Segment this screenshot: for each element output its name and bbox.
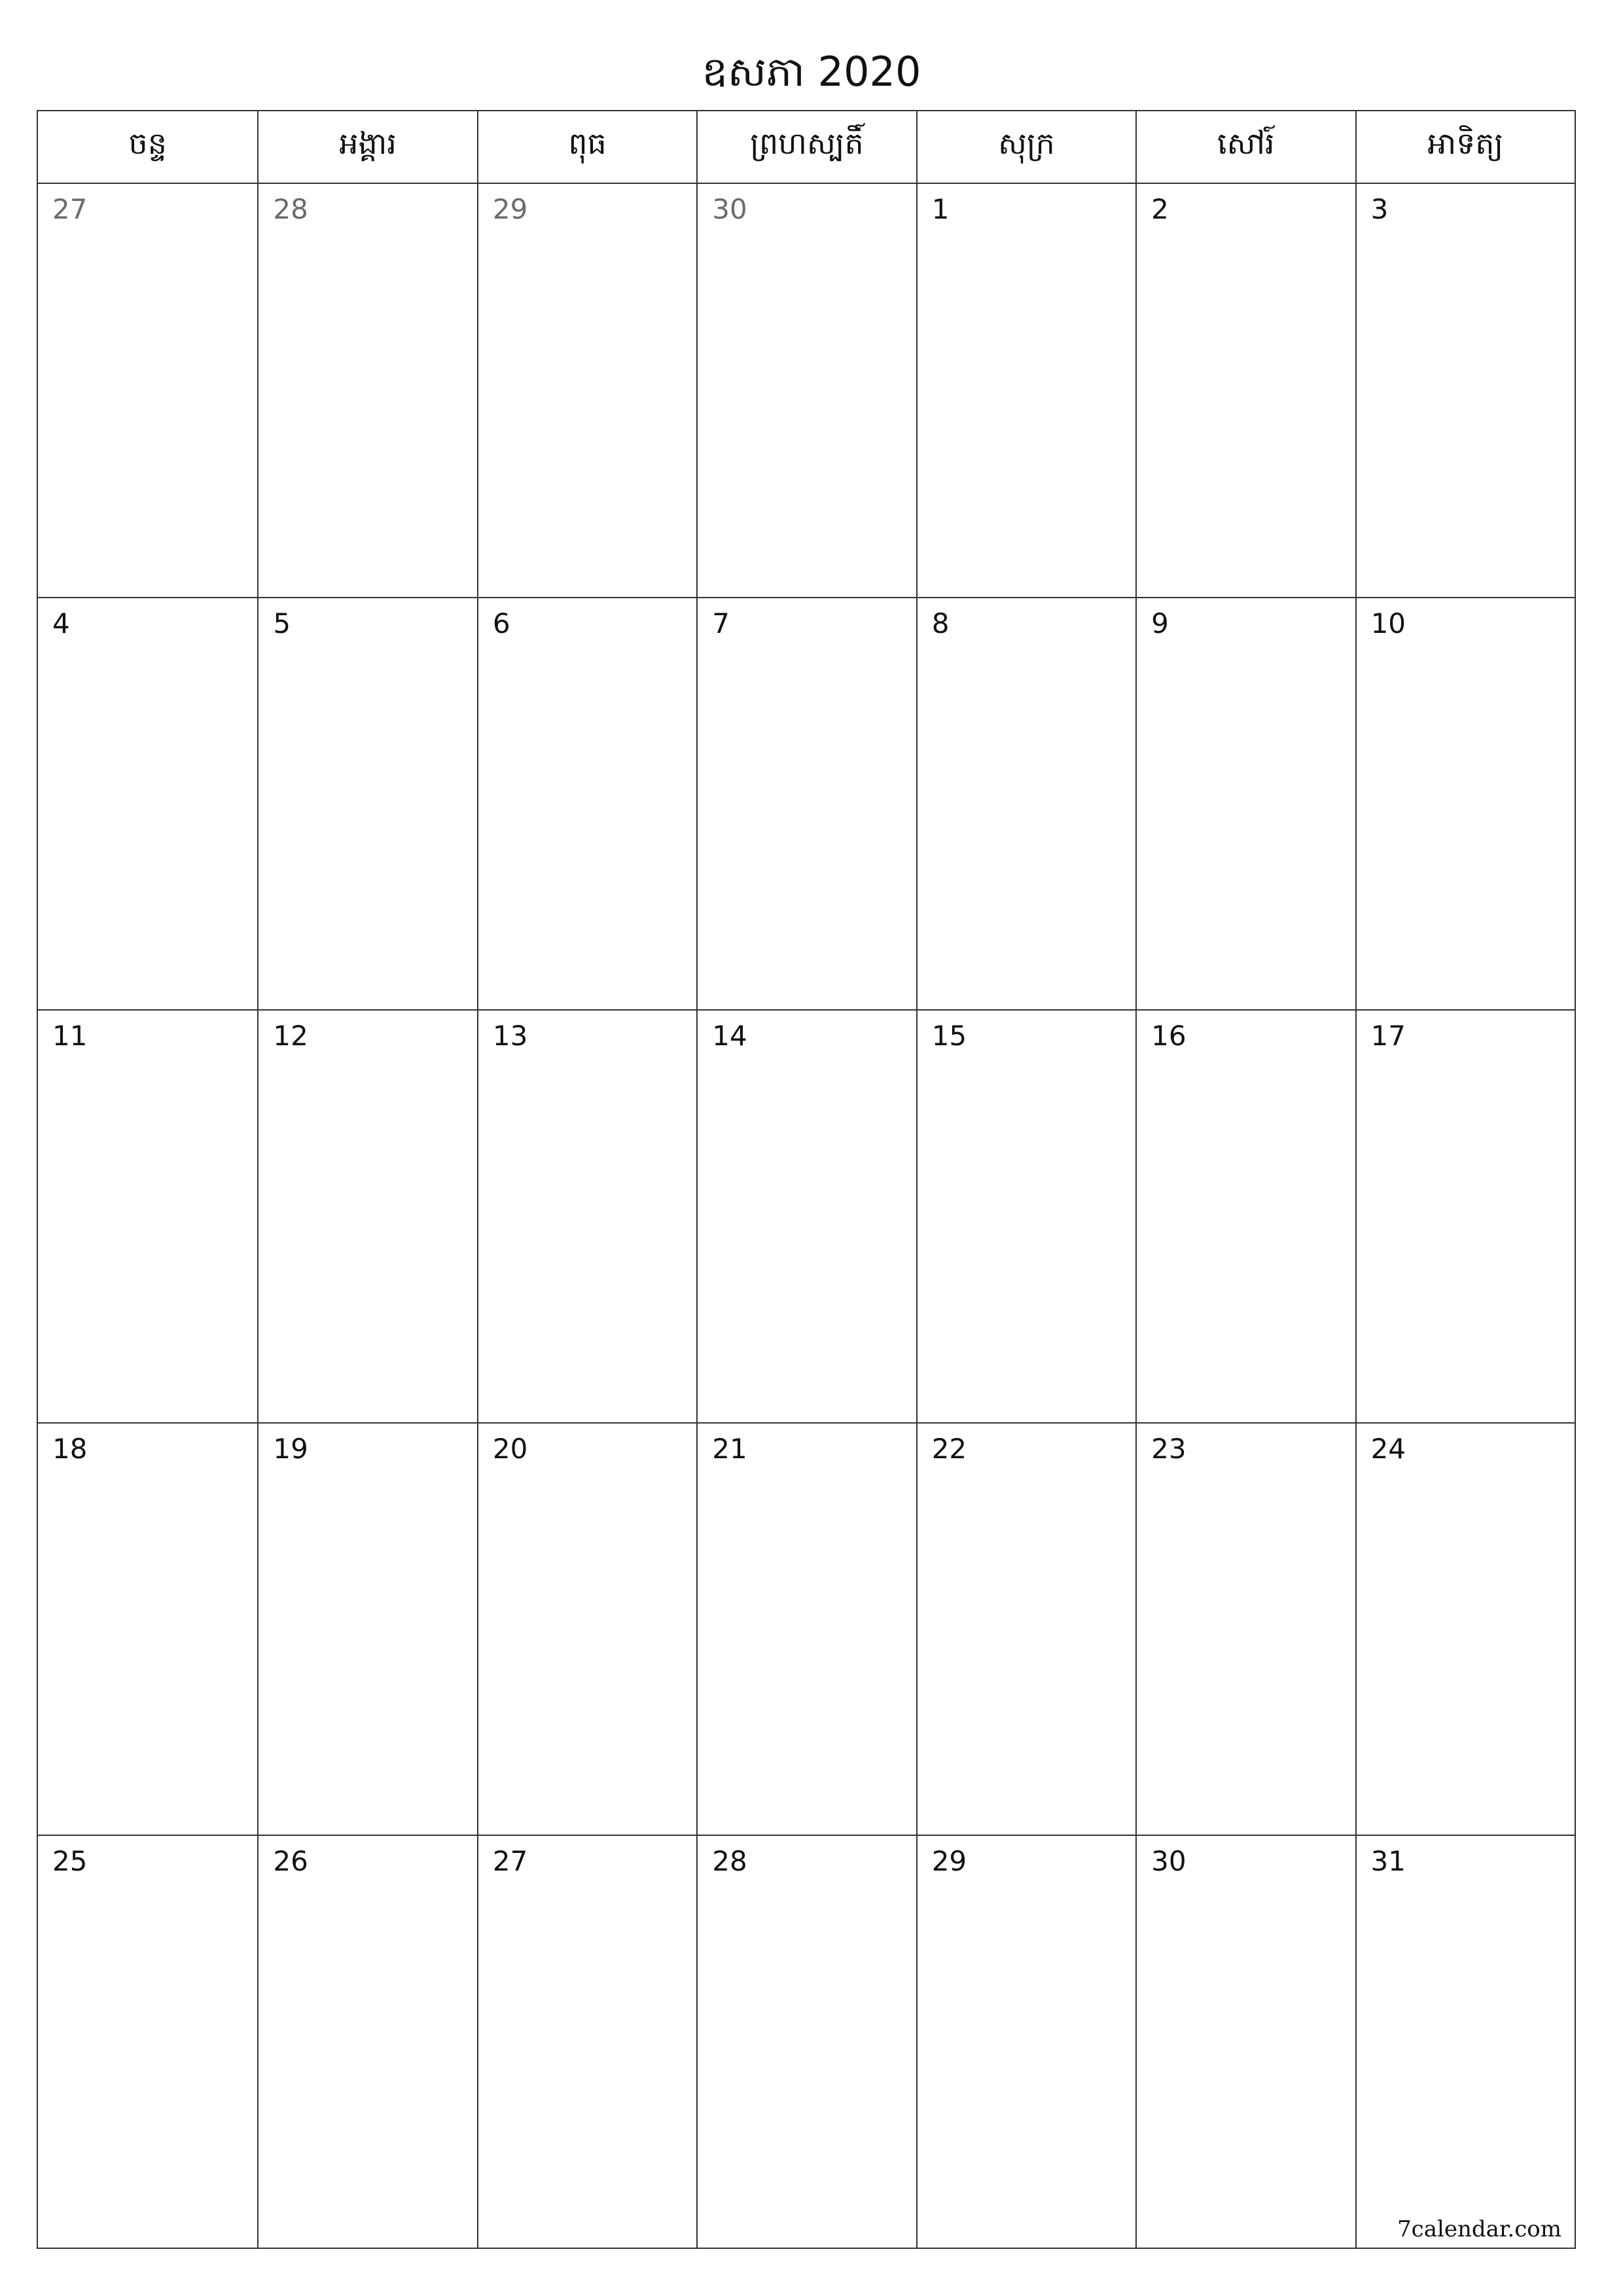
weekday-header: សៅរ៍ [1135,111,1355,183]
day-cell[interactable] [1355,1424,1575,1835]
day-cell[interactable] [38,1011,257,1422]
day-number: 12 [273,1020,308,1052]
day-cell[interactable] [477,598,696,1010]
day-cell[interactable] [477,1836,696,2248]
day-cell[interactable] [257,598,476,1010]
day-cell[interactable] [38,1836,257,2248]
day-number: 9 [1151,607,1169,639]
day-number: 25 [52,1845,88,1878]
day-cell[interactable] [916,1011,1135,1422]
day-number: 24 [1370,1432,1406,1465]
day-number: 30 [712,193,747,225]
day-cell[interactable] [38,598,257,1010]
day-cell[interactable] [1135,1011,1355,1422]
day-cell[interactable] [696,1836,916,2248]
day-cell[interactable] [257,1836,476,2248]
day-cell[interactable] [916,184,1135,597]
day-number: 28 [273,193,308,225]
day-number: 6 [492,607,510,639]
calendar-grid [37,110,1576,2249]
day-cell[interactable] [1135,1424,1355,1835]
day-number: 31 [1370,1845,1406,1878]
day-cell[interactable] [916,598,1135,1010]
week-row [38,184,1575,597]
day-cell[interactable] [1135,1836,1355,2248]
day-number: 11 [52,1020,88,1052]
day-cell[interactable] [1355,184,1575,597]
day-number: 26 [273,1845,308,1878]
day-cell[interactable] [696,1011,916,1422]
week-row [38,597,1575,1010]
weekday-header: អាទិត្យ [1355,111,1575,183]
day-number: 29 [492,193,528,225]
day-number: 2 [1151,193,1169,225]
day-number: 4 [52,607,70,639]
day-cell[interactable] [257,1011,476,1422]
weekday-header: ពុធ [477,111,696,183]
day-cell[interactable] [696,184,916,597]
weekday-header: ចន្ទ [128,126,167,161]
calendar-title: ឧសភា 2020 [702,48,921,96]
day-number: 14 [712,1020,747,1052]
day-cell[interactable] [696,1424,916,1835]
day-number: 1 [931,193,950,225]
day-cell[interactable] [1135,598,1355,1010]
day-cell[interactable] [477,1424,696,1835]
day-cell[interactable] [696,598,916,1010]
day-number: 17 [1370,1020,1406,1052]
day-cell[interactable] [1355,1011,1575,1422]
day-cell[interactable] [1355,1836,1575,2248]
week-row [38,1422,1575,1835]
day-cell[interactable] [916,1424,1135,1835]
weekday-header: អង្គារ [257,111,476,183]
day-number: 29 [931,1845,967,1878]
day-number: 22 [931,1432,967,1465]
day-cell[interactable] [257,1424,476,1835]
day-number: 27 [52,193,88,225]
day-cell[interactable] [1355,598,1575,1010]
day-cell[interactable] [38,184,257,597]
day-cell[interactable] [1135,184,1355,597]
day-number: 16 [1151,1020,1186,1052]
weekday-header: ព្រហស្បតិ៍ [696,111,916,183]
weekday-header: សុក្រ [916,111,1135,183]
day-cell[interactable] [257,184,476,597]
day-number: 3 [1370,193,1389,225]
weeks-container [38,184,1575,2248]
week-row [38,1835,1575,2248]
day-number: 8 [931,607,950,639]
day-cell[interactable] [477,184,696,597]
day-number: 10 [1370,607,1406,639]
week-row [38,1009,1575,1422]
day-number: 30 [1151,1845,1186,1878]
footer-credit: 7calendar.com [1397,2216,1561,2242]
day-number: 21 [712,1432,747,1465]
weekday-header-row [38,111,1575,184]
day-number: 19 [273,1432,308,1465]
day-cell[interactable] [38,1424,257,1835]
day-number: 7 [712,607,730,639]
day-number: 15 [931,1020,967,1052]
day-number: 5 [273,607,291,639]
day-number: 18 [52,1432,88,1465]
day-number: 27 [492,1845,528,1878]
day-number: 13 [492,1020,528,1052]
day-number: 28 [712,1845,747,1878]
day-cell[interactable] [916,1836,1135,2248]
day-number: 20 [492,1432,528,1465]
day-number: 23 [1151,1432,1186,1465]
day-cell[interactable] [477,1011,696,1422]
